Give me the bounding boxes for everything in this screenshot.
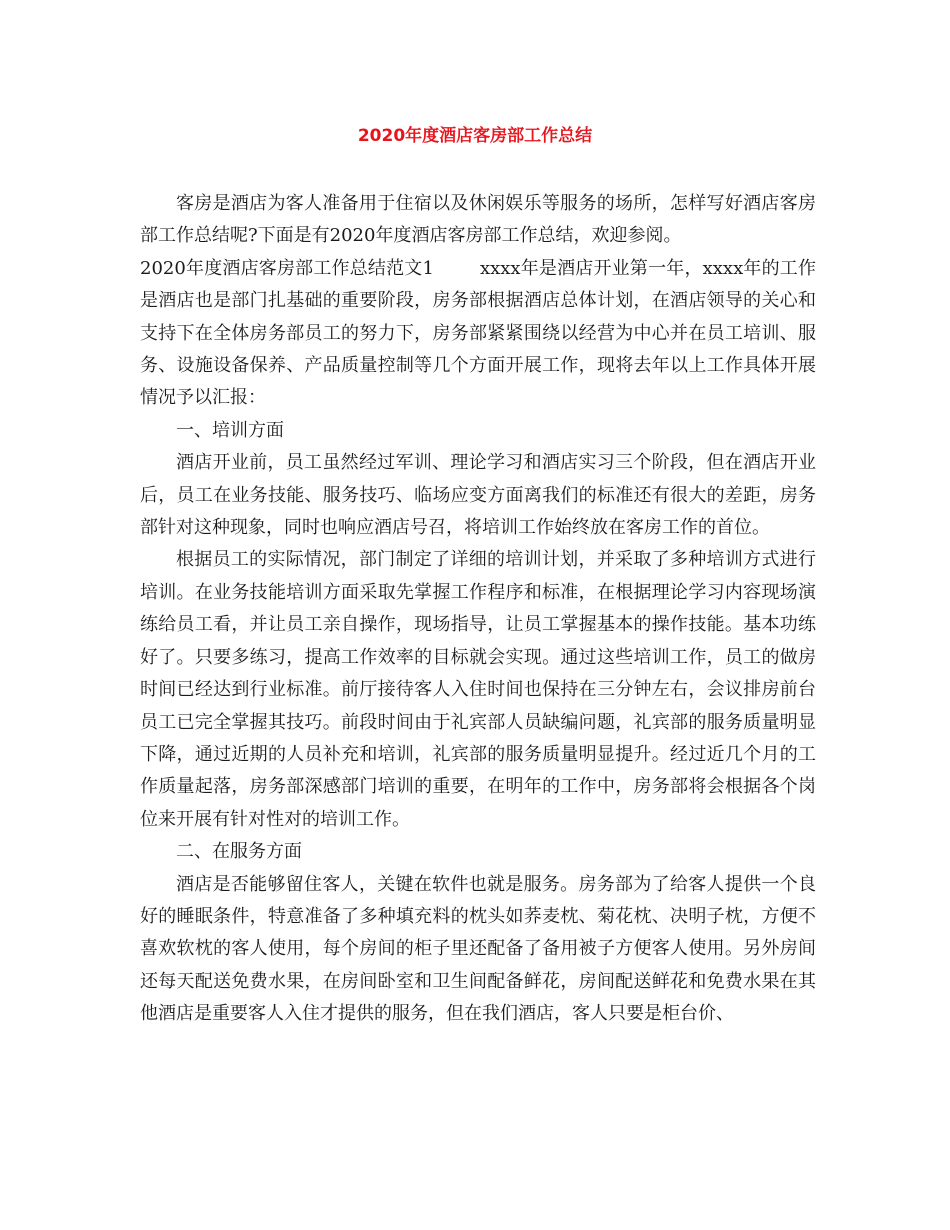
- section-heading-service: 二、在服务方面: [176, 841, 302, 863]
- sample-label: 2020年度酒店客房部工作总结范文1: [140, 257, 434, 279]
- document-body: [140, 188, 816, 1031]
- section-heading-training: 一、培训方面: [176, 419, 284, 441]
- document-title: 2020年度酒店客房部工作总结: [357, 126, 593, 146]
- training-paragraph-2: 根据员工的实际情况，部门制定了详细的培训计划，并采取了多种培训方式进行培训。在业务技能培训方面采取先掌握工作程序和标准，在根据理论学习内容现场演练给员工看，并让员工亲自操作，现场指导，让员工掌握基本的操作技能。基本功练好了。只要多练习，提高工作效率的目标就会实现。通过这些培训工作，员工的做房时间已经达到行业标准。前厅接待客人入住时间也保持在三分钟左右，会议排房前台员工已完全掌握其技巧。前段时间由于礼宾部人员缺编问题，礼宾部的服务质量明显下降，通过近期的人员补充和培训，礼宾部的服务质量明显提升。经过近几个月的工作质量起落，房务部深感部门培训的重要，在明年的工作中，房务部将会根据各个岗位来开展有针对性对的培训工作。: [140, 549, 816, 830]
- sample-paragraph: [140, 253, 816, 415]
- intro-paragraph: 客房是酒店为客人准备用于住宿以及休闲娱乐等服务的场所，怎样写好酒店客房部工作总结呢?下面是有2020年度酒店客房部工作总结，欢迎参阅。: [140, 193, 816, 247]
- training-paragraph-1: 酒店开业前，员工虽然经过军训、理论学习和酒店实习三个阶段，但在酒店开业后，员工在业务技能、服务技巧、临场应变方面离我们的标准还有很大的差距，房务部针对这种现象，同时也响应酒店号召，将培训工作始终放在客房工作的首位。: [140, 452, 816, 539]
- sample-text: xxxx年是酒店开业第一年，xxxx年的工作是酒店也是部门扎基础的重要阶段，房务部根据酒店总体计划，在酒店领导的关心和支持下在全体房务部员工的努力下，房务部紧紧围绕以经营为中心并在员工培训、服务、设施设备保养、产品质量控制等几个方面开展工作，现将去年以上工作具体开展情况予以汇报：: [140, 257, 816, 409]
- service-paragraph-1: 酒店是否能够留住客人，关键在软件也就是服务。房务部为了给客人提供一个良好的睡眠条件，特意准备了多种填充料的枕头如荞麦枕、菊花枕、决明子枕，方便不喜欢软枕的客人使用，每个房间的柜子里还配备了备用被子方便客人使用。另外房间还每天配送免费水果，在房间卧室和卫生间配备鲜花，房间配送鲜花和免费水果在其他酒店是重要客人入住才提供的服务，但在我们酒店，客人只要是柜台价、: [140, 873, 816, 1025]
